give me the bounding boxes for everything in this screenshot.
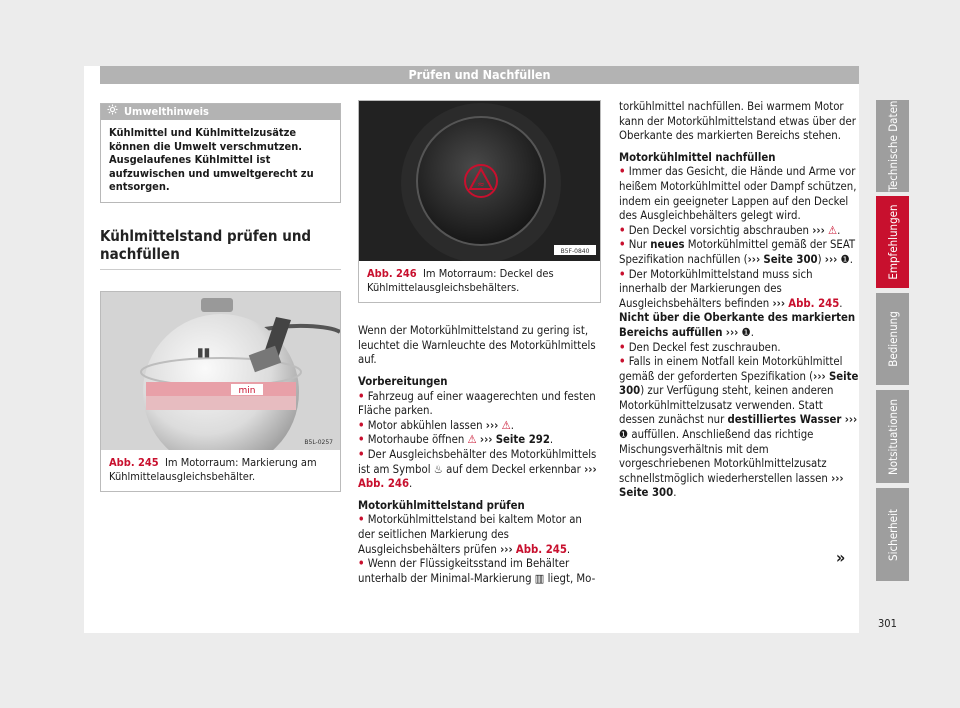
page-ref[interactable]: Seite 300 <box>763 252 818 266</box>
continued-paragraph: torkühlmittel nachfüllen. Bei warmem Motor kann der Motorkühlmittelstand etwas über der Oberkante des markierten Bereichs stehen. <box>619 100 856 143</box>
environment-icon <box>107 104 118 120</box>
figure-245-caption <box>101 450 340 491</box>
figure-245 <box>100 291 341 492</box>
min-mark-icon: ▥ <box>534 571 545 585</box>
page-ref[interactable]: Seite 292 <box>495 433 550 447</box>
tab-sicherheit[interactable]: Sicherheit <box>876 488 909 581</box>
column-1 <box>100 103 341 492</box>
page-ref[interactable]: Seite 300 <box>619 486 674 500</box>
figure-246-label: Abb. 246 <box>367 267 417 280</box>
column-2 <box>358 100 601 586</box>
figure-245-code: B5L-0257 <box>304 438 333 446</box>
svg-text:≈: ≈ <box>477 180 485 190</box>
fill-item-5: • Den Deckel fest zuschrauben. <box>619 340 781 354</box>
column-3 <box>619 100 859 501</box>
tab-empfehlungen[interactable]: Empfehlungen <box>876 196 909 288</box>
fill-item-4: • Der Motorkühlmittelstand muss sich innerhalb der Markierungen des Ausgleichsbehälters befinden ››› Abb. 245. Nicht über die Oberkante des markierten Bereichs auffüllen ››› ❶. <box>619 267 856 339</box>
figure-245-label: Abb. 245 <box>109 455 159 469</box>
figure-246-code: B5F-0840 <box>560 248 590 255</box>
tab-bedienung[interactable]: Bedienung <box>876 293 909 385</box>
environment-note-title-text: Umwelthinweis <box>124 105 209 118</box>
figure-245-image <box>101 292 340 450</box>
figure-245-caption-text: Im Motorraum: Markierung am Kühlmittelausgleichsbehälter. <box>109 455 317 483</box>
figure-246 <box>358 100 601 303</box>
continue-icon: » <box>836 548 846 567</box>
figure-246-caption <box>359 261 600 302</box>
environment-note-title <box>101 104 340 120</box>
info-icon: ❶ <box>840 252 850 266</box>
prep-heading: Vorbereitungen <box>358 374 448 388</box>
environment-note-text: Kühlmittel und Kühlmittelzusätze können die Umwelt verschmutzen. Ausgelaufenes Kühlmittel ist aufzuwischen und umweltgerecht zu entsorgen. <box>109 126 314 194</box>
fill-heading: Motorkühlmittel nachfüllen <box>619 150 776 164</box>
info-icon: ❶ <box>619 428 629 442</box>
page-header: Prüfen und Nachfüllen <box>100 66 859 84</box>
check-item-1: • Motorkühlmittelstand bei kaltem Motor an der seitlichen Markierung des Ausgleichsbehälters prüfen ››› Abb. 245. <box>358 513 582 556</box>
warning-icon: ⚠ <box>501 418 511 432</box>
prep-item-4: • Der Ausgleichsbehälter des Motorkühlmittels ist am Symbol ♨ auf dem Deckel erkennbar ››› Abb. 246. <box>358 447 597 491</box>
warning-icon: ⚠ <box>467 433 477 447</box>
prep-item-2: • Motor abkühlen lassen ››› ⚠. <box>358 418 514 432</box>
figure-ref[interactable]: Abb. 245 <box>788 296 840 310</box>
warning-icon: ⚠ <box>828 223 838 237</box>
coolant-symbol-icon: ♨ <box>433 462 443 476</box>
min-marking: min <box>238 385 256 396</box>
intro-paragraph: Wenn der Motorkühlmittelstand zu gering ist, leuchtet die Warnleuchte des Motorkühlmittels auf. <box>358 324 596 367</box>
prep-item-3: • Motorhaube öffnen ⚠ ››› Seite 292. <box>358 433 554 447</box>
fill-item-2: • Den Deckel vorsichtig abschrauben ››› ⚠. <box>619 223 841 237</box>
page-number: 301 <box>878 617 897 630</box>
page-ref[interactable]: Seite 300 <box>619 369 859 398</box>
tab-technische-daten[interactable]: Technische Daten <box>876 100 909 192</box>
prep-item-1: • Fahrzeug auf einer waagerechten und festen Fläche parken. <box>358 389 596 418</box>
fill-item-3: • Nur neues Motorkühlmittel gemäß der SEAT Spezifikation nachfüllen (››› Seite 300) ››› ❶. <box>619 238 856 266</box>
svg-text:▮▮: ▮▮ <box>197 344 211 359</box>
environment-note <box>100 103 341 203</box>
column-2-text <box>358 324 601 586</box>
info-icon: ❶ <box>741 325 751 339</box>
figure-ref[interactable]: Abb. 245 <box>515 542 567 556</box>
fill-item-1: • Immer das Gesicht, die Hände und Arme vor heißem Motorkühlmittel oder Dampf schützen, indem ein geeigneter Lappen auf den Deckel des Ausgleichbehälters gelegt wird. <box>619 165 857 223</box>
figure-246-caption-text: Im Motorraum: Deckel des Kühlmittelausgleichsbehälters. <box>367 267 554 294</box>
fill-item-6: • Falls in einem Notfall kein Motorkühlmittel gemäß der geforderten Spezifikation (››› Seite 300) zur Verfügung steht, keinen anderen Motorkühlmittelzusatz verwenden. Statt dessen zunächst nur destilliertes Wasser ››› ❶ auffüllen. Anschließend das richtige Mischungsverhältnis mit dem vorgeschriebenen Motorkühlmittelzusatz schnellstmöglich wiederherstellen lassen ››› Seite 300. <box>619 355 859 500</box>
tab-notsituationen[interactable]: Notsituationen <box>876 390 909 483</box>
figure-ref[interactable]: Abb. 246 <box>358 477 410 491</box>
section-title: Kühlmittelstand prüfen und nachfüllen <box>100 227 341 270</box>
check-heading: Motorkühlmittelstand prüfen <box>358 498 525 512</box>
check-item-2: • Wenn der Flüssigkeitsstand im Behälter unterhalb der Minimal-Markierung ▥ liegt, Mo- <box>358 557 596 585</box>
figure-246-image <box>359 101 600 261</box>
